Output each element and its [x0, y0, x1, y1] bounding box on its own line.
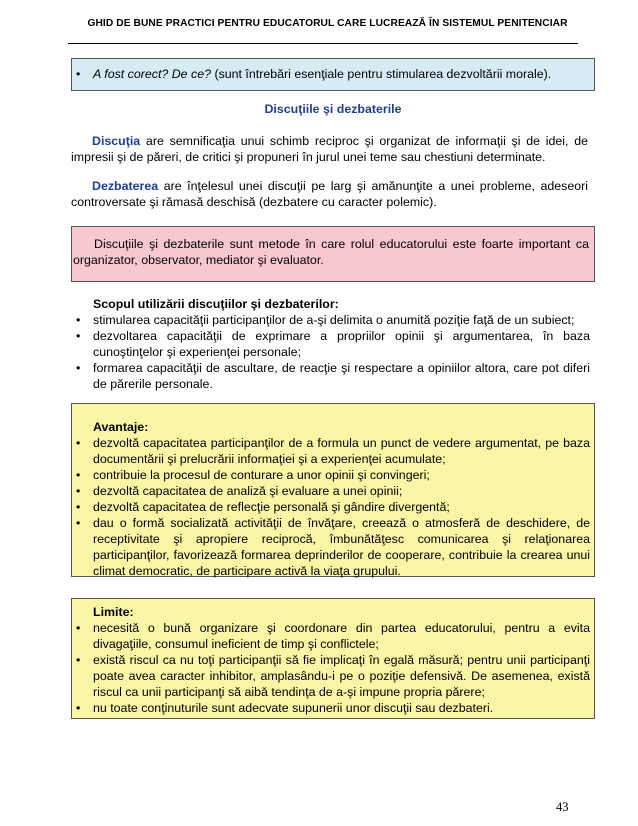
purpose-item-text: dezvoltarea capacităţii de exprimare a propriilor opinii şi argumentarea, în baza cunoştinţelor şi experienţei personale; — [93, 329, 590, 359]
purpose-item — [76, 360, 590, 392]
advantage-item-text: dezvoltă capacitatea participanţilor de a formula un punct de vedere argumentat, pe baza documentării şi prelucrării informaţiei şi a experienţei acumulate; — [93, 436, 590, 466]
bullet-icon: • — [76, 67, 81, 81]
role-text: Discuţiile şi dezbaterile sunt metode în care rolul educatorului este foarte important ca organizator, observator, mediator şi evaluator. — [73, 237, 589, 267]
bullet-icon: • — [76, 653, 81, 667]
limit-item — [76, 700, 590, 716]
question-rest: (sunt întrebări esenţiale pentru stimularea dezvoltării morale). — [211, 67, 552, 81]
bullet-icon: • — [76, 701, 81, 715]
purpose-item — [76, 312, 590, 328]
dezbaterea-text: are înţelesul unei discuţii pe larg şi amănunţite a unei probleme, adeseori controversate şi rămasă deschisă (dezbatere cu caracter polemic). — [71, 179, 588, 209]
dezbaterea-definition — [71, 178, 588, 210]
purpose-item-text: formarea capacităţii de ascultare, de reacţie şi respectare a opiniilor altora, care pot diferi de părerile personale. — [93, 361, 590, 391]
bullet-icon: • — [76, 621, 81, 635]
bullet-icon: • — [76, 329, 81, 343]
bullet-icon: • — [76, 468, 81, 482]
purpose-item-text: stimularea capacităţii participanţilor de a-şi delimita o anumită poziţie faţă de un subiect; — [93, 313, 575, 327]
limit-item — [76, 652, 590, 700]
bullet-icon: • — [76, 500, 81, 514]
advantage-item — [76, 467, 590, 483]
dezbaterea-term: Dezbaterea — [92, 179, 159, 193]
advantages-heading: Avantaje: — [93, 420, 149, 434]
bullet-icon: • — [76, 361, 81, 375]
limit-item — [76, 620, 590, 652]
limits-heading: Limite: — [93, 605, 134, 619]
limit-item-text: există riscul ca nu toţi participanţii să fie implicaţi în egală măsură; pentru unii participanţi poate avea caracter inhibitor, amplasându-i pe o poziţie defensivă. De asemenea, există riscul ca unii participanţi să aibă tendinţa de a-şi impune propria părere; — [93, 653, 590, 699]
purpose-item — [76, 328, 590, 360]
section-title: Discuţiile şi dezbaterile — [264, 102, 402, 116]
advantage-item — [76, 483, 590, 499]
bullet-icon: • — [76, 436, 81, 450]
bullet-icon: • — [76, 484, 81, 498]
advantage-item — [76, 499, 590, 515]
limit-item-text: necesită o bună organizare şi coordonare din partea educatorului, pentru a evita divagaţiile, consumul ineficient de timp şi conflictele; — [93, 621, 590, 651]
question-bullet-item — [76, 66, 590, 82]
header-rule — [68, 43, 578, 44]
discutia-definition — [71, 133, 588, 165]
advantage-item — [76, 435, 590, 467]
advantage-item-text: contribuie la procesul de conturare a unor opinii şi convingeri; — [93, 468, 430, 482]
advantage-item-text: dau o formă socializată activităţii de învăţare, creează o atmosferă de deschidere, de receptivitate şi apropiere reciprocă, îmbunătăţesc comunicarea şi relaţionarea participanţilor, favorizează formarea deprinderilor de cooperare, contribuie la crearea unui climat democratic, de participare activă la viaţa grupului. — [93, 516, 590, 578]
purpose-heading: Scopul utilizării discuţiilor şi dezbaterilor: — [93, 297, 339, 311]
bullet-icon: • — [76, 516, 81, 530]
question-italic: A fost corect? De ce? — [93, 67, 211, 81]
discutia-term: Discuţia — [92, 134, 141, 148]
advantage-item-text: dezvoltă capacitatea de reflecţie personală şi gândire divergentă; — [93, 500, 450, 514]
discutia-text: are semnificaţia unui schimb reciproc şi organizat de informaţii şi de idei, de impresii şi de păreri, de critici şi propuneri în jurul unei teme sau chestiuni determinate. — [71, 134, 588, 164]
advantage-item-text: dezvoltă capacitatea de analiză şi evaluare a unei opinii; — [93, 484, 403, 498]
running-header: GHID DE BUNE PRACTICI PENTRU EDUCATORUL CARE LUCREAZĂ ÎN SISTEMUL PENITENCIAR — [87, 18, 568, 29]
bullet-icon: • — [76, 313, 81, 327]
advantage-item — [76, 515, 590, 579]
page-number: 43 — [556, 800, 569, 814]
limit-item-text: nu toate conţinuturile sunt adecvate supunerii unor discuţii sau dezbateri. — [93, 701, 494, 715]
